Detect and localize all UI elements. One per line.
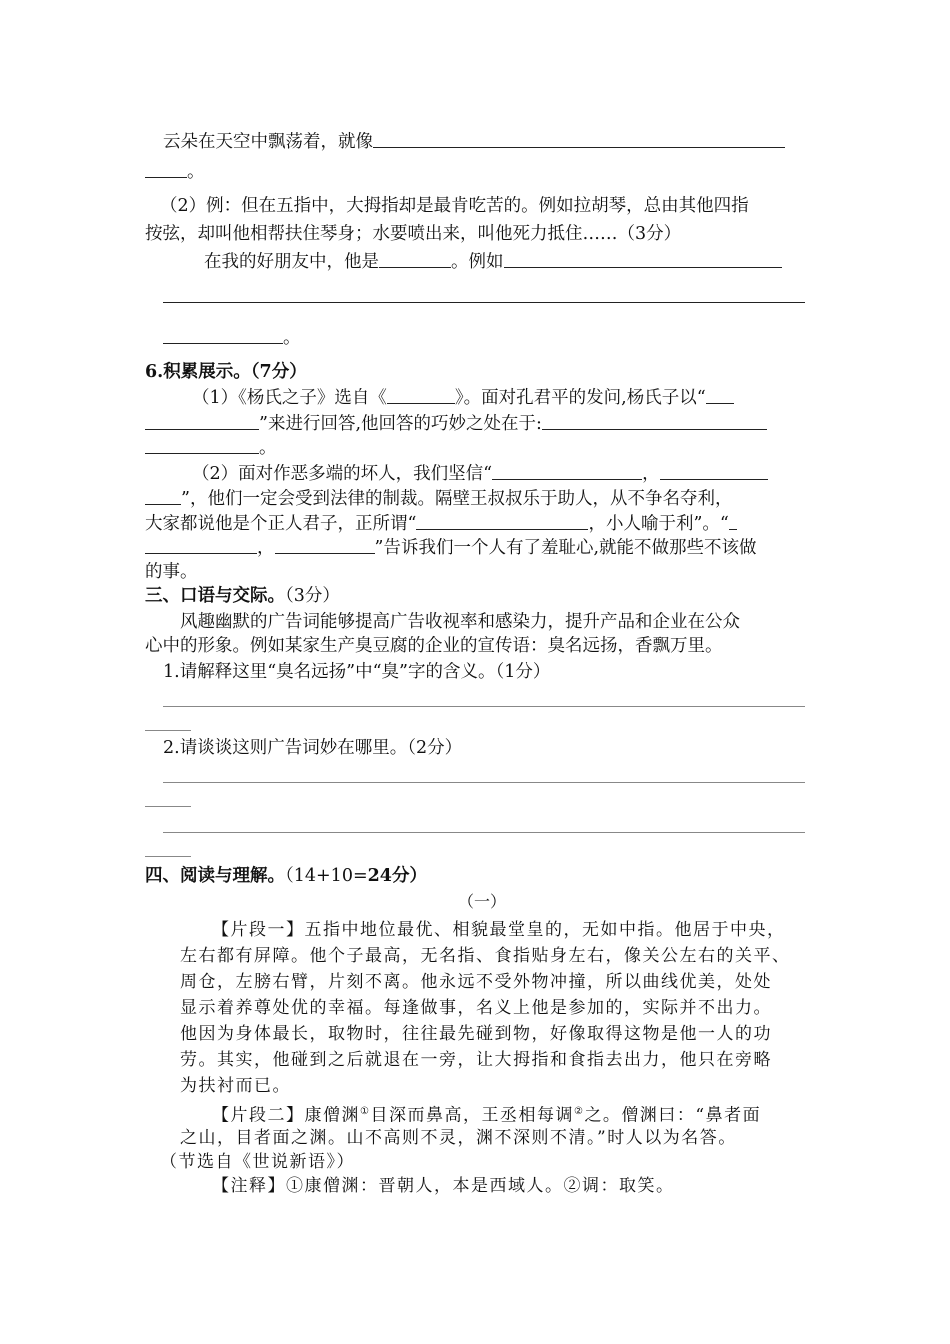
fragment-2-line1: 【片段二】康僧渊①目深而鼻高，王丞相每调②之。僧渊曰：“鼻者面 [212,1105,762,1126]
sec3-heading: 三、口语与交际。（3分） [145,586,340,606]
clever-reason-blank-cont[interactable] [145,436,259,454]
yang-answer-blank[interactable] [706,386,734,404]
fragment-1-line: 左右都有屏障。他个子最高，无名指、食指贴身左右，像关公左右的关平、 [180,946,791,966]
proverb-blank-2-cont[interactable] [145,487,181,505]
sec3-question-1: 1.请解释这里“臭名远扬”中“臭”字的含义。（1分） [163,662,551,682]
cloud-simile-line: 云朵在天空中飘荡着，就像 [163,130,805,154]
fragment-1-line: 周仓，左膀右臂，片刻不离。他永远不受外物冲撞，所以曲线优美，处处 [180,972,772,992]
footnote-2-marker[interactable]: ② [573,1106,585,1117]
cloud-answer-blank-cont[interactable] [145,160,187,178]
fragment-1-line: 显示着养尊处优的幸福。每逢做事，名义上他是参加的，实际并不出力。 [180,998,772,1018]
friend-example-blank[interactable] [504,250,782,268]
q6-part1-line2: ”来进行回答,他回答的巧妙之处在于: [145,412,805,436]
q2-answer-rule-2-end[interactable] [145,856,191,857]
sec4-heading: 四、阅读与理解。（14+10=24分） [145,866,427,886]
shame-blank-2[interactable] [275,536,375,554]
shame-blank-1[interactable] [729,512,737,530]
fragment-2-source: （节选自《世说新语》） [160,1152,355,1172]
q6-part2-line2: ”，他们一定会受到法律的制裁。隔壁王叔叔乐于助人，从不争名夺利， [145,487,805,511]
friend-example-blank-cont[interactable] [163,326,283,344]
sec3-question-2: 2.请谈谈这则广告词妙在哪里。（2分） [163,738,463,758]
reading-part-number: （一） [458,892,507,911]
q6-part2-line5: 的事。 [145,562,198,582]
q1-answer-rule-end[interactable] [145,730,191,731]
answer-rule[interactable] [163,302,805,303]
friend-line: 在我的好朋友中，他是 。例如 [204,250,805,274]
q6-part1-line1: （1）《杨氏之子》选自《 》。面对孔君平的发问,杨氏子以“ [192,386,805,410]
proverb-blank-1[interactable] [492,462,642,480]
cloud-simile-line-end: 。 [145,160,805,184]
example-2-line1: （2）例：但在五指中，大拇指却是最肯吃苦的。例如拉胡琴，总由其他四指 [160,196,749,216]
q2-answer-rule-1-end[interactable] [145,806,191,807]
q6-part1-line3: 。 [145,436,805,460]
junzi-blank[interactable] [416,512,588,530]
q2-answer-rule-1[interactable] [163,782,805,783]
q2-answer-rule-2[interactable] [163,832,805,833]
sec3-intro-line1: 风趣幽默的广告词能够提高广告收视率和感染力，提升产品和企业在公众 [180,612,740,632]
q6-part2-line4: ， ”告诉我们一个人有了羞耻心,就能不做那些不该做 [145,536,805,560]
fragment-1-line: 为扶衬而已。 [180,1076,291,1096]
footnote: 【注释】①康僧渊：晋朝人，本是西域人。②调：取笑。 [212,1176,675,1196]
cloud-answer-blank[interactable] [373,130,785,148]
fragment-1-line: 劳。其实，他碰到之后就退在一旁，让大拇指和食指去出力，他只在旁略 [180,1050,772,1070]
proverb-blank-2[interactable] [660,462,768,480]
q6-part2-line1: （2）面对作恶多端的坏人，我们坚信“ ， [192,462,805,486]
example-2-line2: 按弦，却叫他相帮扶住琴身；水要喷出来，叫他死力抵住……（3分） [145,224,682,244]
footnote-1-marker[interactable]: ① [360,1106,371,1117]
q6-heading: 6.积累展示。（7分） [145,362,307,382]
yang-answer-blank-cont[interactable] [145,412,259,430]
clever-reason-blank[interactable] [542,412,767,430]
q1-answer-rule[interactable] [163,706,805,707]
shame-blank-1-cont[interactable] [145,536,257,554]
friend-line-end: 。 [163,326,823,350]
friend-trait-blank[interactable] [379,250,451,268]
fragment-2-line2: 之山，目者面之渊。山不高则不灵，渊不深则不清。”时人以为名答。 [180,1128,737,1148]
book-title-blank[interactable] [387,386,455,404]
q6-part2-line3: 大家都说他是个正人君子，正所谓“ ，小人喻于利”。“ [145,512,805,536]
fragment-1-line: 【片段一】五指中地位最优、相貌最堂皇的，无如中指。他居于中央， [212,920,786,940]
sec3-intro-line2: 心中的形象。例如某家生产臭豆腐的企业的宣传语：臭名远扬，香飘万里。 [145,636,723,656]
fragment-1-line: 他因为身体最长，取物时，往往最先碰到物，好像取得这物是他一人的功 [180,1024,772,1044]
